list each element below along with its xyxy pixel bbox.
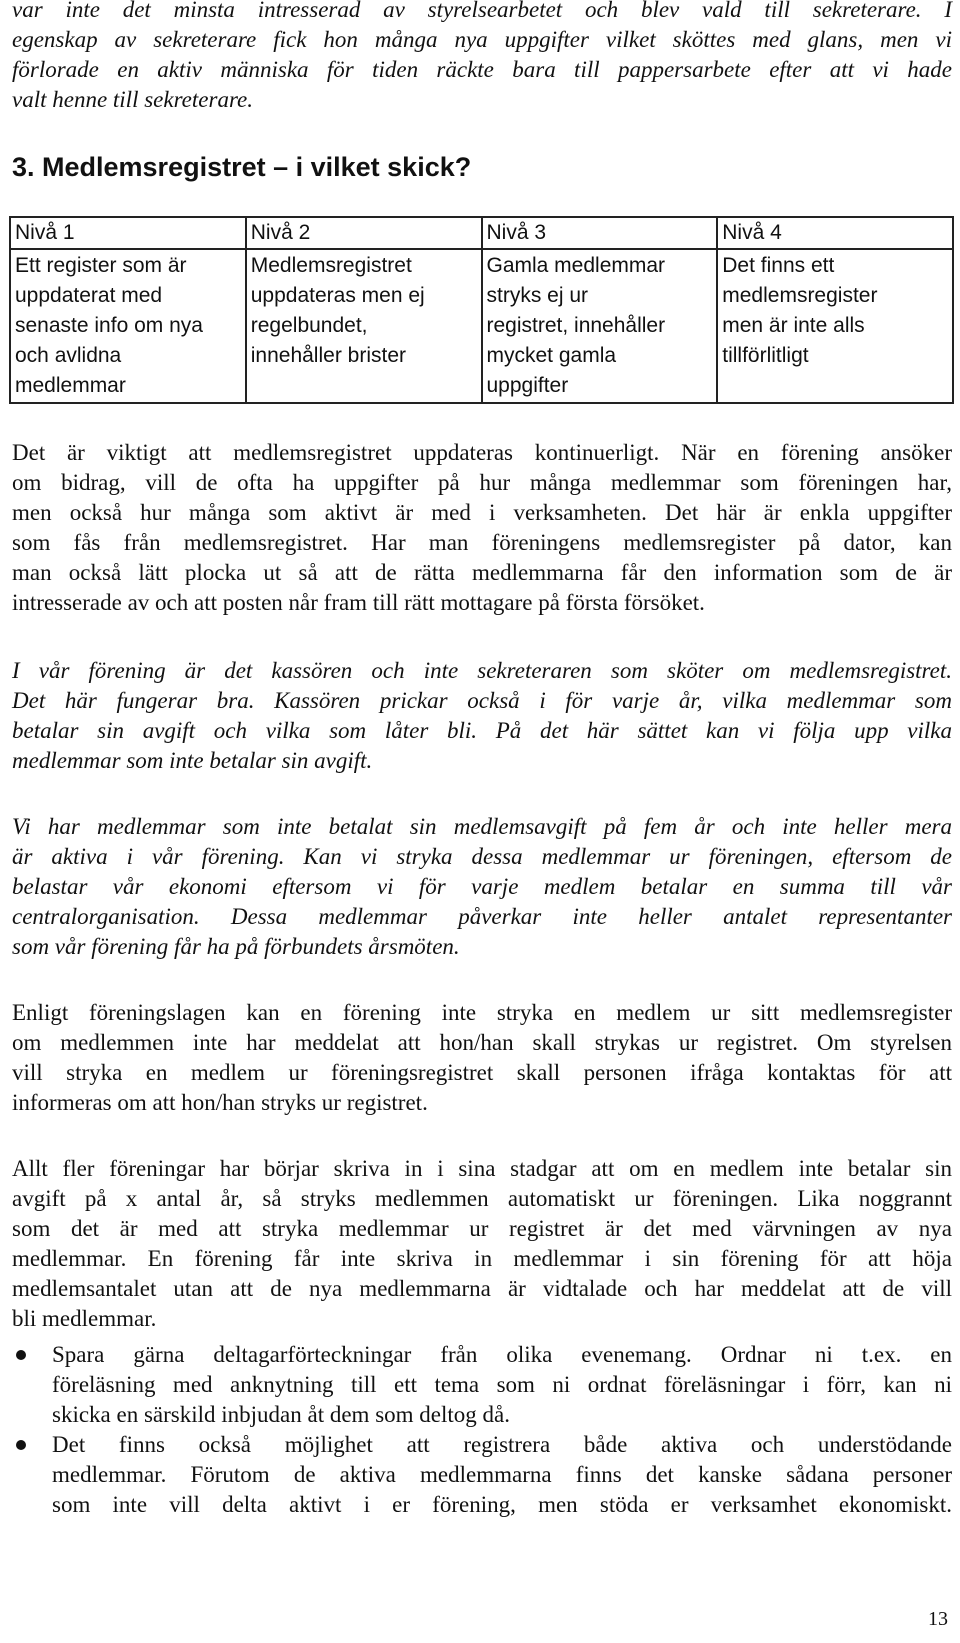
table-header-cell: Nivå 1 [10, 217, 246, 249]
cell-line: stryks ej ur [486, 284, 589, 307]
example-paragraph [12, 656, 952, 776]
page-number: 13 [928, 1608, 948, 1630]
cell-line: senaste info om nya [15, 314, 203, 337]
example-paragraph [12, 812, 952, 962]
table-header-cell: Nivå 3 [482, 217, 718, 249]
text-line: Spara gärna deltagarförteckningar från olika evenemang. Ordnar ni t.ex. en [52, 1342, 952, 1367]
text-line: Allt fler föreningar har börjar skriva in i sina stadgar att om en medlem inte betalar sin [12, 1156, 952, 1181]
text-line: medlemmar. Förutom de aktiva medlemmarna finns det kanske sådana personer [52, 1462, 952, 1487]
text-line: om medlemmen inte har meddelat att hon/han skall strykas ur registret. Om styrelsen [12, 1030, 952, 1055]
text-line: medlemsantalet utan att de nya medlemmarna är vidtalade och har meddelat att de vill [12, 1276, 952, 1301]
table-cell-level-3 [482, 249, 718, 403]
paragraph [12, 1154, 952, 1334]
text-line: föreläsning med anknytning till ett tema som ni ordnat föreläsningar i förr, kan ni [52, 1372, 952, 1397]
text-line: om bidrag, vill de ofta ha uppgifter på hur många medlemmar som föreningen har, [12, 470, 952, 495]
cell-line: tillförlitligt [722, 344, 809, 367]
cell-line: medlemsregister [722, 284, 878, 307]
bullet-icon [16, 1440, 26, 1450]
cell-line: och avlidna [15, 344, 122, 367]
table-cell-level-2 [246, 249, 482, 403]
cell-line: uppgifter [486, 374, 569, 397]
text-line: avgift på x antal år, så stryks medlemmen automatiskt ur föreningen. Lika noggrannt [12, 1186, 952, 1211]
cell-line: Gamla medlemmar [486, 254, 666, 277]
text-line: Det finns också möjlighet att registrera både aktiva och understödande [52, 1432, 952, 1457]
table-cell-level-4 [717, 249, 953, 403]
bullet-icon [16, 1350, 26, 1360]
text-line: som vår förening får ha på förbundets årsmöten. [12, 934, 460, 959]
table-header-cell: Nivå 2 [246, 217, 482, 249]
table-row [10, 249, 953, 403]
text-line: förlorade en aktiv människa för tiden räckte bara till pappersarbete efter att vi hade [12, 57, 952, 82]
list-item [12, 1340, 952, 1430]
cell-line: registret, innehåller [486, 314, 666, 337]
cell-line: Det finns ett [722, 254, 835, 277]
text-line: betalar sin avgift och vilka som låter bli. På det här sättet kan vi följa upp vilka [12, 718, 952, 743]
paragraph [12, 998, 952, 1118]
text-line: men också hur många som aktivt är med i verksamheten. Det här är enkla uppgifter [12, 500, 952, 525]
cell-line: innehåller brister [250, 344, 406, 367]
list-item [12, 1430, 952, 1520]
text-line: medlemmar som inte betalar sin avgift. [12, 748, 373, 773]
levels-table [9, 216, 954, 404]
table-cell-level-1 [10, 249, 246, 403]
text-line: vill stryka en medlem ur föreningsregistret skall personen ifråga kontaktas för att [12, 1060, 952, 1085]
text-line: medlemmar. En förening får inte skriva in medlemmar i sin förening för att höja [12, 1246, 952, 1271]
cell-line: regelbundet, [250, 314, 368, 337]
text-line: Det är viktigt att medlemsregistret uppdateras kontinuerligt. När en förening ansöker [12, 440, 952, 465]
text-line: skicka en särskild inbjudan åt dem som deltog då. [52, 1402, 510, 1427]
bullet-list [12, 1340, 952, 1520]
table-header-row [10, 217, 953, 249]
intro-paragraph [12, 0, 952, 115]
cell-line: Medlemsregistret [250, 254, 412, 277]
section-heading: 3. Medlemsregistret – i vilket skick? [12, 152, 472, 182]
text-line: centralorganisation. Dessa medlemmar påverkar inte heller antalet representanter [12, 904, 952, 929]
cell-line: uppdateras men ej [250, 284, 425, 307]
text-line: är aktiva i vår förening. Kan vi stryka dessa medlemmar ur föreningen, eftersom de [12, 844, 952, 869]
cell-line: men är inte alls [722, 314, 865, 337]
text-line: var inte det minsta intresserad av styrelsearbetet och blev vald till sekreterare. I [12, 0, 952, 22]
text-line: man också lätt plocka ut så att de rätta medlemmarna får den information som de är [12, 560, 952, 585]
cell-line: uppdaterat med [15, 284, 163, 307]
cell-line: Ett register som är [15, 254, 187, 277]
cell-line: medlemmar [15, 374, 126, 397]
text-line: bli medlemmar. [12, 1306, 157, 1331]
text-line: intresserade av och att posten når fram till rätt mottagare på första försöket. [12, 590, 705, 615]
text-line: som det är med att stryka medlemmar ur registret är det med värvningen av nya [12, 1216, 952, 1241]
text-line: I vår förening är det kassören och inte sekreteraren som sköter om medlemsregistret. [12, 658, 952, 683]
text-line: egenskap av sekreterare fick hon många nya uppgifter vilket sköttes med glans, men vi [12, 27, 952, 52]
paragraph [12, 438, 952, 618]
cell-line: mycket gamla [486, 344, 617, 367]
text-line: informeras om att hon/han stryks ur registret. [12, 1090, 428, 1115]
text-line: valt henne till sekreterare. [12, 87, 253, 112]
table-header-cell: Nivå 4 [717, 217, 953, 249]
text-line: som fås från medlemsregistret. Har man föreningens medlemsregister på dator, kan [12, 530, 952, 555]
text-line: som inte vill delta aktivt i er förening, men stöda er verksamhet ekonomiskt. [52, 1492, 952, 1517]
text-line: Enligt föreningslagen kan en förening inte stryka en medlem ur sitt medlemsregister [12, 1000, 952, 1025]
text-line: Det här fungerar bra. Kassören prickar också i för varje år, vilka medlemmar som [12, 688, 952, 713]
text-line: Vi har medlemmar som inte betalat sin medlemsavgift på fem år och inte heller mera [12, 814, 952, 839]
text-line: belastar vår ekonomi eftersom vi för varje medlem betalar en summa till vår [12, 874, 952, 899]
